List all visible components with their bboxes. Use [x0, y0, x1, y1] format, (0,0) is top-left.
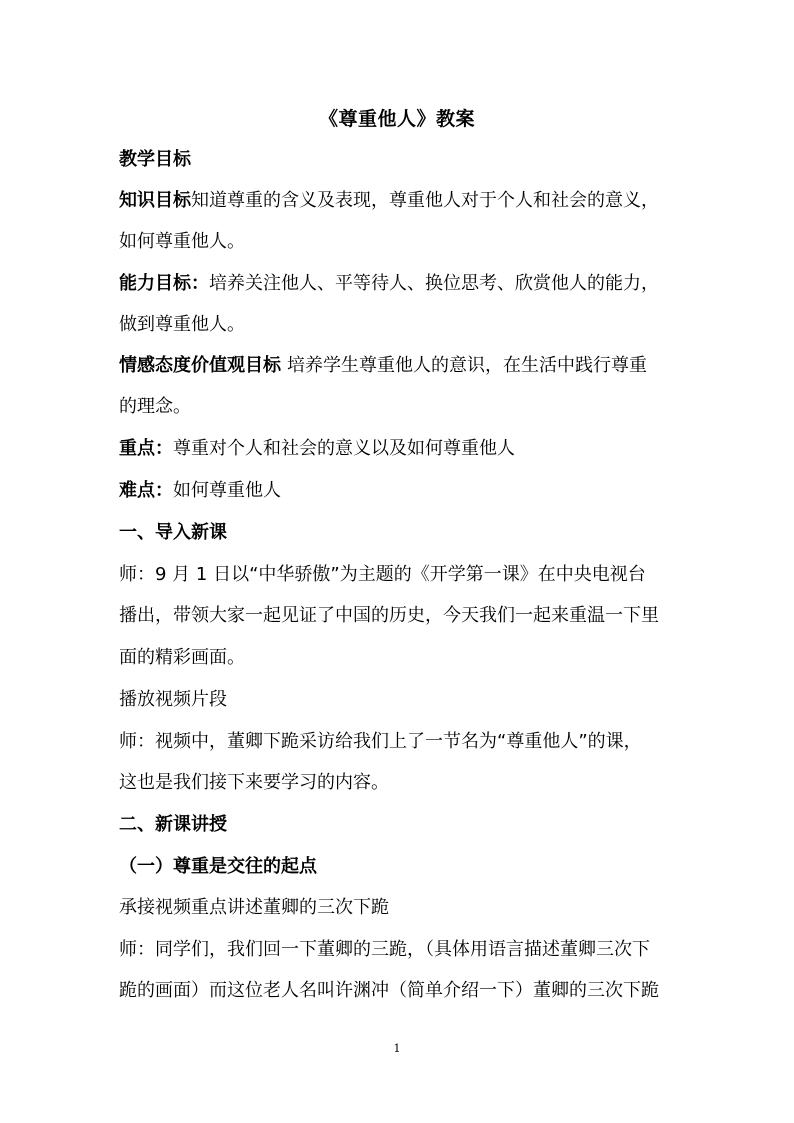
- emotion-objective-line-1: [119, 354, 679, 378]
- section-2-subheading-1: （一）尊重是交往的起点: [119, 856, 317, 877]
- heading-teaching-objectives: 教学目标: [119, 149, 191, 170]
- section-2-paragraph-2-line-2: 跪的画面）而这位老人名叫许渊冲（简单介绍一下）董卿的三次下跪: [119, 980, 659, 1001]
- key-point-text: 尊重对个人和社会的意义以及如何尊重他人: [173, 438, 515, 459]
- ability-objective-label: 能力目标：: [119, 273, 209, 294]
- section-1-paragraph-3-line-2: 这也是我们接下来要学习的内容。: [119, 772, 389, 793]
- section-1-paragraph-1-line-1: 师：9 月 1 日以“中华骄傲”为主题的《开学第一课》在中央电视台: [119, 564, 646, 585]
- difficulty-line: [119, 479, 679, 503]
- document-title: 《尊重他人》教案: [318, 108, 475, 130]
- key-point-line: [119, 437, 679, 461]
- section-1-paragraph-1-line-2: 播出，带领大家一起见证了中国的历史，今天我们一起来重温一下里: [119, 605, 659, 626]
- page-number: 1: [393, 1042, 401, 1055]
- emotion-objective-label: 情感态度价值观目标: [119, 355, 281, 376]
- difficulty-text: 如何尊重他人: [173, 480, 281, 501]
- section-2-paragraph-2-line-1: 师：同学们，我们回一下董卿的三跪，（具体用语言描述董卿三次下: [119, 939, 650, 960]
- knowledge-objective-line-2: 如何尊重他人。: [119, 231, 245, 252]
- difficulty-label: 难点：: [119, 480, 173, 501]
- section-2-heading: 二、新课讲授: [119, 814, 227, 835]
- ability-objective-line-2: 做到尊重他人。: [119, 314, 245, 335]
- knowledge-objective-text: 知道尊重的含义及表现，尊重他人对于个人和社会的意义，: [191, 190, 659, 211]
- knowledge-objective-label: 知识目标: [119, 190, 191, 211]
- key-point-label: 重点：: [119, 438, 173, 459]
- section-1-paragraph-1-line-3: 面的精彩画面。: [119, 647, 245, 668]
- ability-objective-text: 培养关注他人、平等待人、换位思考、欣赏他人的能力，: [209, 273, 659, 294]
- section-1-heading: 一、导入新课: [119, 522, 227, 543]
- section-1-paragraph-3-line-1: 师：视频中，董卿下跪采访给我们上了一节名为“尊重他人”的课，: [119, 731, 642, 752]
- knowledge-objective-line-1: [119, 189, 679, 213]
- section-1-paragraph-2: 播放视频片段: [119, 689, 227, 710]
- section-2-paragraph-1: 承接视频重点讲述董卿的三次下跪: [119, 897, 389, 918]
- emotion-objective-line-2: 的理念。: [119, 396, 191, 417]
- ability-objective-line-1: [119, 272, 679, 296]
- emotion-objective-text: 培养学生尊重他人的意识，在生活中践行尊重: [287, 355, 647, 376]
